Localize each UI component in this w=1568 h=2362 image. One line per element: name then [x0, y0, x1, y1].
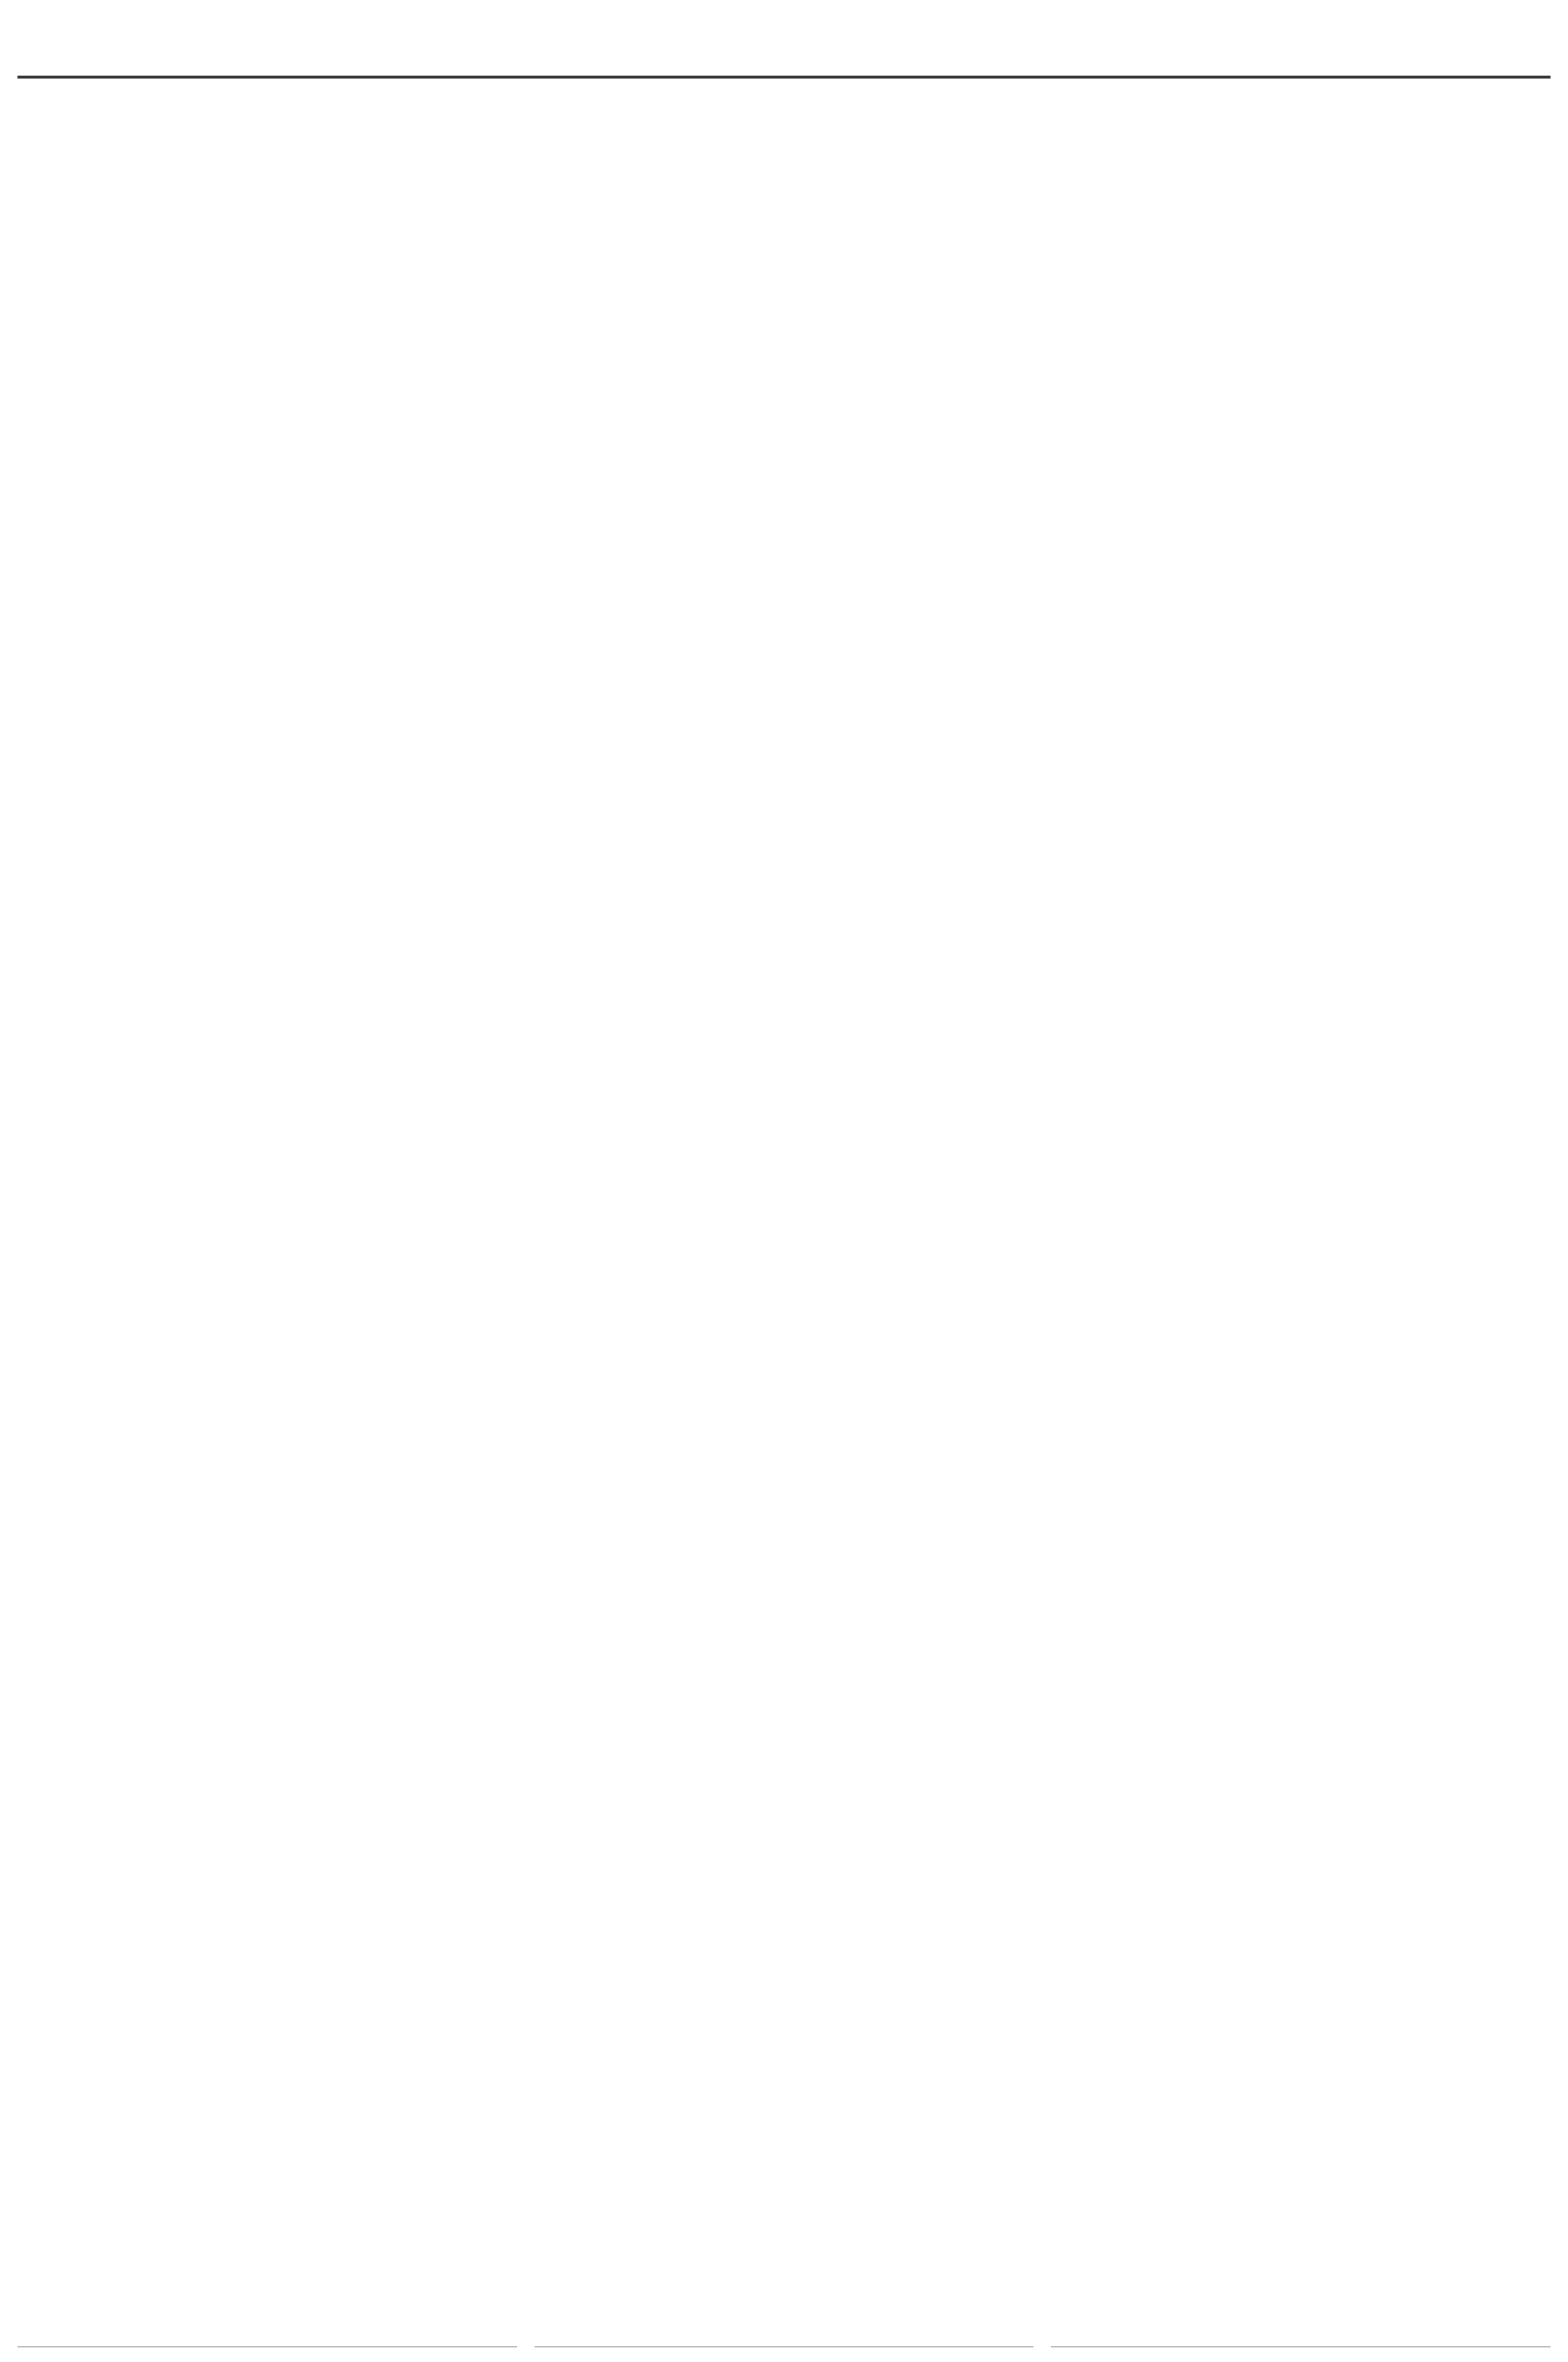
article: [17, 96, 517, 2347]
article-grid: [17, 96, 1551, 2347]
masthead: [17, 17, 1551, 79]
article: [1051, 96, 1551, 2347]
article: [535, 96, 1034, 2347]
